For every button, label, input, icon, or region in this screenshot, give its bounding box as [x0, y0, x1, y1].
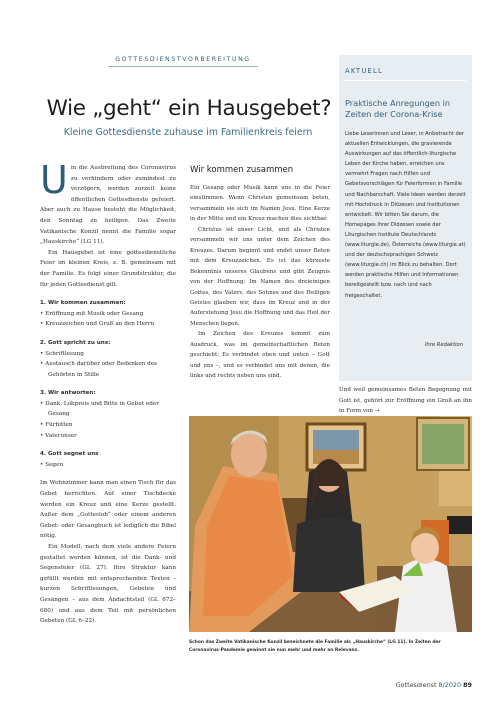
aktuell-sidebar	[339, 55, 472, 381]
continuation-text: Und weil gemeinsames Beten Begegnung mit Gott ist, gehört zur Eröffnung ein Gruß an ihn in Form von	[339, 387, 472, 414]
paragraph: Ein Gesang oder Musik kann uns in die Feier einstimmen. Wenn Christen gemeinsam beten, versammeln sie sich im Namen Jesu. Eine Kerze in der Mitte und ein Kreuz machen dies sichtbar.	[190, 185, 330, 223]
paragraph: Ein Hausgebet ist eine gottesdienstliche Feier im kleinen Kreis, z. B. gemeinsam mit der Familie. Es folgt einer Grundstruktur, die für jeden Gottesdienst gilt.	[40, 249, 176, 288]
list-item: • Eröffnung mit Musik oder Gesang	[40, 310, 144, 317]
list-item: • Schriftlesung	[40, 350, 84, 357]
column-three	[339, 385, 472, 417]
article-title: Wie „geht“ ein Hausgebet?	[46, 96, 332, 121]
list-item: • Dank, Lobpreis und Bitte in Gebet oder Gesang	[40, 400, 159, 418]
structure-heading: 3. Wir antworten:	[40, 390, 96, 397]
list-item: • Austausch darüber oder Bedenken des Gehörten in Stille	[40, 361, 158, 378]
aside-tag: AKTUELL	[345, 67, 383, 75]
issue-year: 2020	[444, 681, 462, 689]
issue-separator: /	[442, 681, 445, 689]
photo-caption: Schon das Zweite Vatikanische Konzil bezeichnete die Familie als „Hauskirche“ (LG 11). In Zeiten der Coronavirus-Pandemie gewinnt sie nun mehr und mehr an Relevanz.	[189, 640, 441, 654]
list-item: • Segen	[40, 461, 64, 468]
column-one	[40, 158, 176, 627]
list-item: • Fürbitten	[40, 422, 73, 429]
family-photo-illustration	[189, 416, 472, 632]
aside-heading: Praktische Anregungen in Zeiten der Corona-Krise	[345, 98, 451, 119]
aside-signature: Ihre Redaktion	[425, 342, 463, 348]
column-two	[190, 183, 330, 382]
page-number: 89	[463, 681, 472, 689]
magazine-name: Gottesdienst	[395, 681, 437, 689]
paragraph: Christus ist unser Licht, und als Christen versammeln wir uns unter dem Zeichen des Kreuzes. Darum beginnt und endet unser Beten mit dem Kreuzzeichen. Es ist das kürzeste Bekenntnis unseres Glaubens und gibt Zeugnis von der Hoffnung: Im Namen des dreieinigen Gottes, des Vaters, des Sohnes und des Heiligen Geistes glauben wir, dass im Kreuz und in der Auferstehung Jesu die Hoffnung und das Heil der Menschen liegen.	[190, 226, 330, 327]
intro-paragraph	[40, 158, 176, 248]
section-kicker: GOTTESDIENSTVORBEREITUNG	[115, 56, 251, 63]
drop-cap: U	[40, 158, 68, 202]
structure-heading: 4. Gott segnet uns	[40, 451, 99, 458]
issue-number: 8	[438, 681, 443, 689]
structure-heading: 1. Wir kommen zusammen:	[40, 300, 126, 307]
intro-text: m die Ausbreitung des Coronavirus zu verhindern oder zumindest zu verzögern, werden zurzeit keine öffentlichen Gottesdienste gefeiert. Aber auch zu Hause besteht die Möglichkeit, den Sonntag zu heiligen. Das Zweite Vatikanische Konzil nennt die Familie sogar „Hauskirche“ (LG 11).	[40, 165, 176, 246]
page-footer	[396, 681, 472, 689]
family-photo	[189, 416, 472, 632]
list-item: • Kreuzzeichen und Gruß an den Herrn	[40, 321, 155, 328]
article-subtitle: Kleine Gottesdienste zuhause im Familienkreis feiern	[63, 127, 313, 138]
aside-body: Liebe Leserinnen und Leser, in Anbetracht der aktuellen Entwicklungen, die gravierende Auswirkungen auf das öffentlich-liturgische Leben der Kirche haben, erreichen uns vermehrt Fragen nach Hilfen und Gebetsvorschlägen für Feierformen in Familie und Nachbarschaft. Viele Ideen werden derzeit mit Hochdruck in Diözesen und Institutionen entwickelt. Wir bitten Sie darum, die Homepages ihrer Diözesen sowie der Liturgischen Institute Deutschlands (www.liturgie.de), Österreichs (www.liturgie.at) und der deutschsprachigen Schweiz (www.liturgie.ch) im Blick zu behalten. Dort werden praktische Hilfen und Informationen bereitgestellt bzw. nach und nach freigeschaltet.	[345, 131, 466, 299]
paragraph: Im Zeichen des Kreuzes kommt zum Ausdruck, was im gemeinschaftlichen Beten geschieht: Es verbindet oben und unten – Gott und uns –, und es verbindet uns mit denen, die links und rechts neben uns sind.	[190, 331, 330, 380]
list-item: • Vaterunser	[40, 432, 77, 439]
continue-arrow-icon: →	[374, 408, 380, 414]
aside-rule	[345, 80, 466, 81]
paragraph: Im Wohnzimmer kann man einen Tisch für das Gebet herrichten. Auf einer Tischdecke werden ein Kreuz und eine Kerze gestellt. Außer dem „Gotteslob“ oder einem anderen Gebet- oder Gesangbuch ist lediglich die Bibel nötig.	[40, 480, 176, 540]
paragraph: Ein Modell, nach dem viele andere Feiern gestaltet werden können, ist die Dank- und Segensfeier (GL 27). Ihre Struktur kann gefüllt werden mit entsprechenden Texten – kurzen Schriftlesungen, Gebeten und Gesängen – aus dem Andachtsteil (GL 672–680) und aus dem Teil mit persönlichen Gebeten (GL 6–22).	[40, 544, 176, 625]
structure-heading: 2. Gott spricht zu uns:	[40, 339, 111, 346]
column-two-heading: Wir kommen zusammen	[190, 165, 294, 175]
kicker-rule	[108, 66, 258, 67]
